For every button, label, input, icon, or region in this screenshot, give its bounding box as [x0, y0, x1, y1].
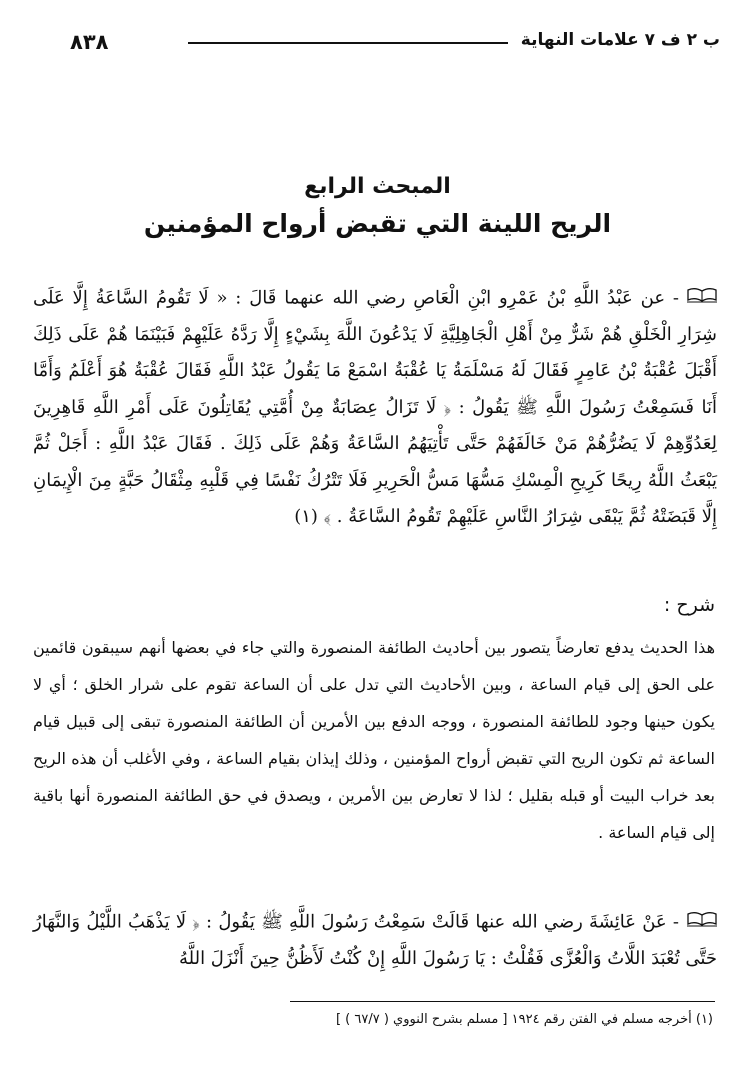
hadith-text-2: - عَنْ عَائِشَةَ رضي الله عنها قَالَتْ سَمِعْتُ رَسُولَ اللَّهِ ﷺ يَقُولُ : ﴿ لَا يَذْهَبُ اللَّيْلُ وَالنَّهَارُ حَتَّى تُعْبَدَ اللَّاتُ وَالْعُزَّى فَقُلْتُ : يَا رَسُولَ اللَّهِ إِنْ كُنْتُ لَأَظُنُّ حِينَ أَنْزَلَ اللَّهُ [33, 911, 717, 969]
open-book-icon [687, 280, 717, 317]
page-header [40, 28, 720, 62]
running-head: ب ٢ ف ٧ علامات النهاية [520, 30, 720, 50]
section-heading: الريح اللينة التي تقبض أرواح المؤمنين [143, 209, 612, 238]
page-number: ٨٣٨ [70, 30, 109, 54]
open-book-icon [687, 904, 717, 941]
header-rule [188, 42, 508, 44]
section-title: المبحث الرابع [304, 174, 451, 199]
sharh-paragraph: هذا الحديث يدفع تعارضاً يتصور بين أحاديث الطائفة المنصورة والتي جاء في بعضها أنهم سيبقون قائمين على الحق إلى قيام الساعة ، وبين الأحاديث التي تدل على أن الساعة تقوم على شرار الخلق ؛ أي لا يكون حينها وجود للطائفة المنصورة ، ووجه الدفع بين الأمرين أن الطائفة المنصورة تبقى إلى قبيل قيام الساعة ثم تكون الريح التي تقبض أرواح المؤمنين ، وذلك إيذان بقيام الساعة ، وفي الأغلب أن هذه الريح بعد خراب البيت أو قبله بقليل ؛ لذا لا تعارض بين الأمرين ، ويصدق في حق الطائفة المنصورة أنها باقية إلى قيام الساعة . [33, 638, 715, 842]
footnote: (١) أخرجه مسلم في الفتن رقم ١٩٢٤ [ مسلم بشرح النووي ( ٦٧/٧ ) ] [335, 1012, 713, 1027]
hadith-paragraph-2 [33, 904, 717, 977]
section-titles [0, 170, 755, 244]
sharh-label: شرح : [663, 594, 715, 616]
hadith-paragraph-1 [33, 280, 717, 536]
footnote-rule [290, 1001, 715, 1002]
hadith-text-1: - عن عَبْدُ اللَّهِ بْنُ عَمْرِو ابْنِ الْعَاصِ رضي الله عنهما قَالَ : « لَا تَقُومُ السَّاعَةُ إِلَّا عَلَى شِرَارِ الْخَلْقِ هُمْ شَرٌّ مِنْ أَهْلِ الْجَاهِلِيَّةِ لَا يَدْعُونَ اللَّهَ بِشَيْءٍ إِلَّا رَدَّهُ عَلَيْهِمْ فَبَيْنَمَا هُمْ عَلَى ذَلِكَ أَقْبَلَ عُقْبَةُ بْنُ عَامِرٍ فَقَالَ لَهُ مَسْلَمَةُ يَا عُقْبَةُ اسْمَعْ مَا يَقُولُ عَبْدُ اللَّهِ فَقَالَ عُقْبَةُ هُوَ أَعْلَمُ وَأَمَّا أَنَا فَسَمِعْتُ رَسُولَ اللَّهِ ﷺ يَقُولُ : ﴿ لَا تَزَالُ عِصَابَةٌ مِنْ أُمَّتِي يُقَاتِلُونَ عَلَى أَمْرِ اللَّهِ قَاهِرِينَ لِعَدُوِّهِمْ لَا يَضُرُّهُمْ مَنْ خَالَفَهُمْ حَتَّى تَأْتِيَهُمُ السَّاعَةُ وَهُمْ عَلَى ذَلِكَ . فَقَالَ عَبْدُ اللَّهِ : أَجَلْ ثُمَّ يَبْعَثُ اللَّهُ رِيحًا كَرِيحِ الْمِسْكِ مَسُّهَا مَسُّ الْحَرِيرِ فَلَا تَتْرُكُ نَفْسًا فِي قَلْبِهِ مِثْقَالُ حَبَّةٍ مِنَ الْإِيمَانِ إِلَّا قَبَضَتْهُ ثُمَّ يَبْقَى شِرَارُ النَّاسِ عَلَيْهِمْ تَقُومُ السَّاعَةُ . ﴾ (١) [33, 287, 717, 528]
